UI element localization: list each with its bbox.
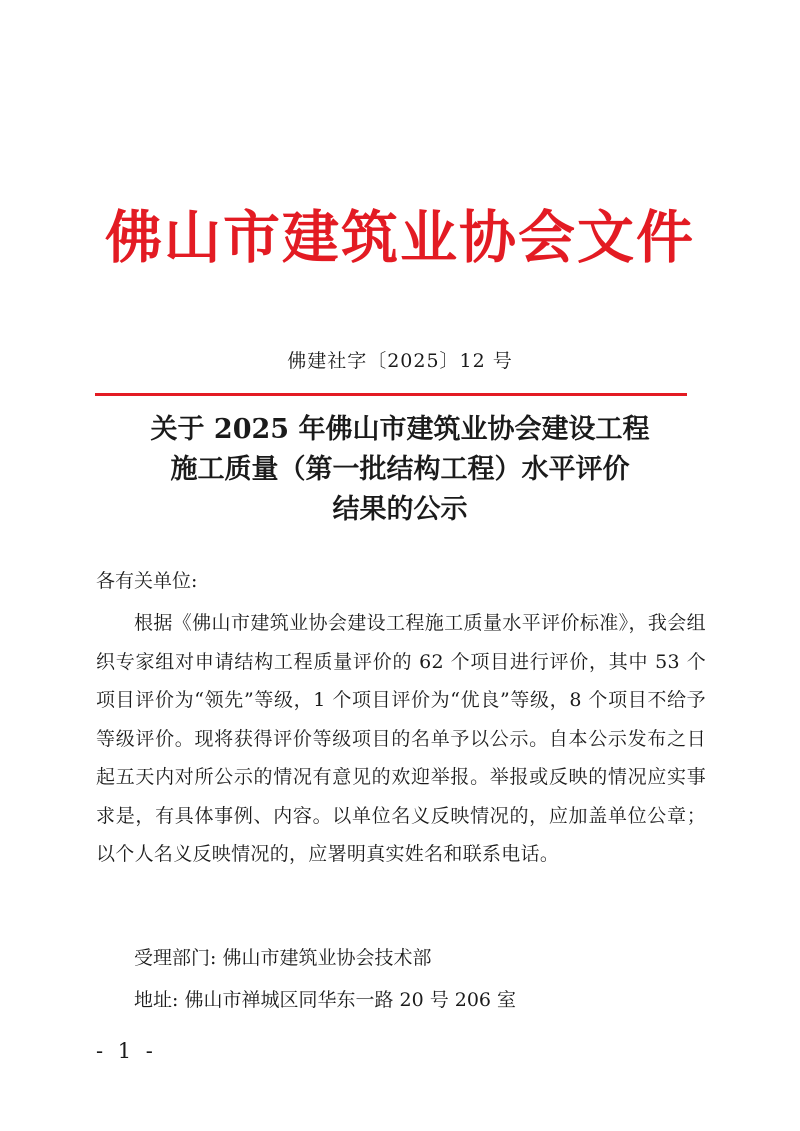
notice-title-line-2: 施工质量（第一批结构工程）水平评价 bbox=[170, 454, 630, 485]
document-number: 佛建社字〔2025〕12 号 bbox=[287, 350, 513, 372]
salutation: 各有关单位: bbox=[96, 570, 198, 592]
red-divider-line bbox=[95, 393, 687, 396]
receiving-department: 受理部门: 佛山市建筑业协会技术部 bbox=[134, 947, 432, 969]
notice-title-line-1: 关于 2025 年佛山市建筑业协会建设工程 bbox=[150, 414, 650, 445]
document-org-title: 佛山市建筑业协会文件 bbox=[105, 205, 695, 271]
notice-title bbox=[0, 410, 800, 530]
address: 地址: 佛山市禅城区同华东一路 20 号 206 室 bbox=[134, 989, 517, 1011]
notice-body bbox=[96, 604, 706, 874]
notice-title-line-3: 结果的公示 bbox=[332, 494, 468, 525]
page-number: - 1 - bbox=[96, 1039, 157, 1063]
body-paragraph: 根据《佛山市建筑业协会建设工程施工质量水平评价标准》，我会组织专家组对申请结构工程质量评价的 62 个项目进行评价，其中 53 个项目评价为“领先”等级，1 个项目评价为“优良”等级，8 个项目不给予等级评价。现将获得评价等级项目的名单予以公示。自本公示发布之日起五天内对所公示的情况有意见的欢迎举报。举报或反映的情况应实事求是，有具体事例、内容。以单位名义反映情况的，应加盖单位公章；以个人名义反映情况的，应署明真实姓名和联系电话。 bbox=[96, 612, 706, 865]
